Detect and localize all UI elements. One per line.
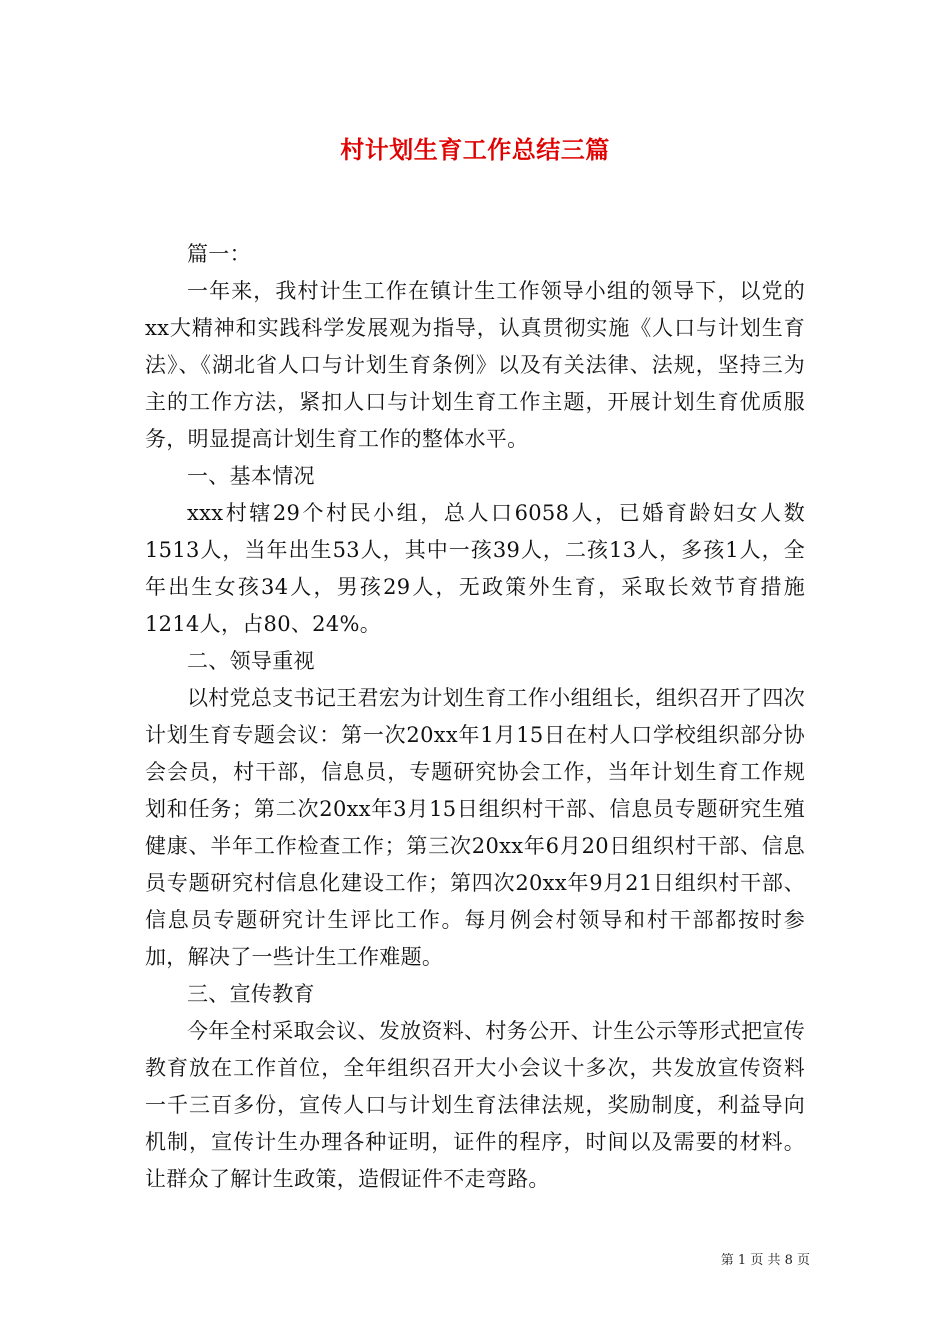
paragraph-leadership: 以村党总支书记王君宏为计划生育工作小组组长，组织召开了四次计划生育专题会议：第一次20xx年1月15日在村人口学校组织部分协会会员，村干部，信息员，专题研究协会工作，当年计划生育工作规划和任务；第二次20xx年3月15日组织村干部、信息员专题研究生殖健康、半年工作检查工作；第三次20xx年6月20日组织村干部、信息员专题研究村信息化建设工作；第四次20xx年9月21日组织村干部、信息员专题研究计生评比工作。每月例会村领导和村干部都按时参加，解决了一些计生工作难题。 <box>145 686 805 969</box>
heading-leadership: 二、领导重视 <box>187 649 315 673</box>
paragraph-intro: 一年来，我村计生工作在镇计生工作领导小组的领导下，以党的xx大精神和实践科学发展观为指导，认真贯彻实施《人口与计划生育法》、《湖北省人口与计划生育条例》以及有关法律、法规，坚持三为主的工作方法，紧扣人口与计划生育工作主题，开展计划生育优质服务，明显提高计划生育工作的整体水平。 <box>145 279 805 451</box>
heading-publicity: 三、宣传教育 <box>187 982 315 1006</box>
section-label-part-one: 篇一： <box>187 242 251 266</box>
paragraph-basic-situation: xxx村辖29个村民小组，总人口6058人，已婚育龄妇女人数1513人，当年出生53人，其中一孩39人，二孩13人，多孩1人，全年出生女孩34人，男孩29人，无政策外生育，采取长效节育措施1214人，占80、24%。 <box>145 501 805 636</box>
heading-basic-situation: 一、基本情况 <box>187 464 315 488</box>
document-body <box>145 236 805 1198</box>
page-number: 第 1 页 共 8 页 <box>720 1253 810 1268</box>
document-title: 村计划生育工作总结三篇 <box>340 135 610 164</box>
paragraph-publicity: 今年全村采取会议、发放资料、村务公开、计生公示等形式把宣传教育放在工作首位，全年组织召开大小会议十多次，共发放宣传资料一千三百多份，宣传人口与计划生育法律法规，奖励制度，利益导向机制，宣传计生办理各种证明，证件的程序，时间以及需要的材料。让群众了解计生政策，造假证件不走弯路。 <box>145 1019 805 1191</box>
